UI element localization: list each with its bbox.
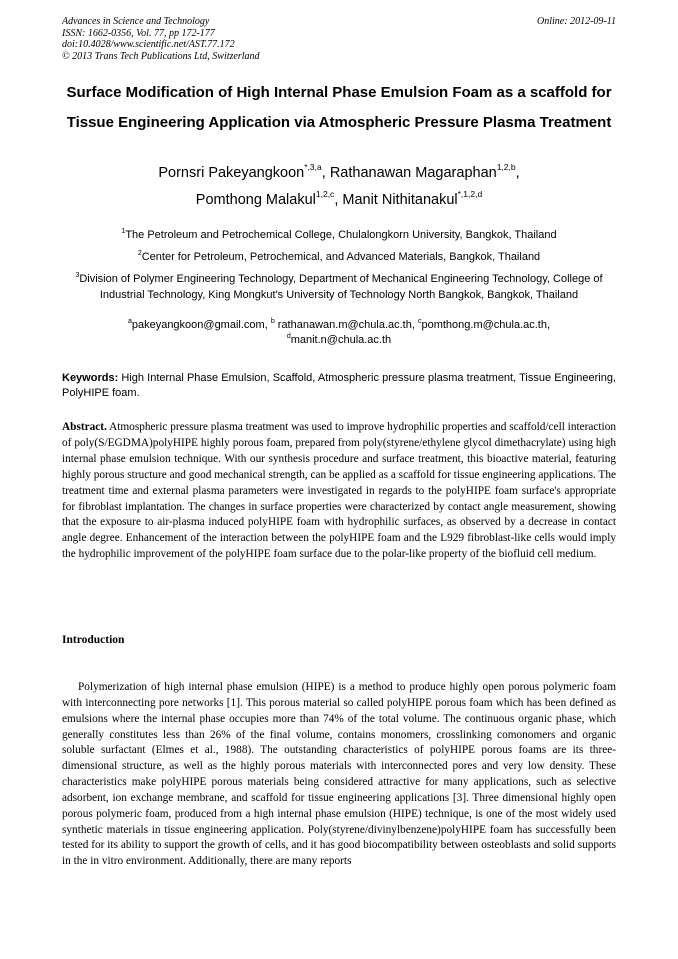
abstract — [62, 420, 616, 563]
affiliation-superscript: 2 — [137, 250, 142, 257]
keywords-label: Keywords: — [62, 372, 119, 384]
online-date: Online: 2012-09-11 — [537, 16, 616, 27]
introduction-paragraph: Polymerization of high internal phase emulsion (HIPE) is a method to produce highly open porous polymeric foam with interconnecting pore networks [1]. This porous material so called polyHIPE porous foam which has been defined as emulsions where the internal phase occupies more than 74% of the total volume. The continuous organic phase, which generally constitutes less than 26% of the final volume, contains monomers, crosslinking comonomers and organic soluble surfactant (Elmes et al., 1988). The outstanding characteristics of polyHIPE porous foams are its three-dimensional structure, as well as the highly porous materials with interconnected pores and very low density. These characteristics make polyHIPE porous materials being considered attractive for many applications, such as selective adsorbent, ion exchange membrane, and scaffold for tissue engineering applications [3]. Three dimensional highly open porous polymeric foam, produced from a high internal phase emulsion (HIPE) technique, is one of the most widely used synthetic materials in tissue engineering application. Poly(styrene/divinylbenzene)polyHIPE foam has successfully been tested for its ability to support the growth of cells, and it has good biocompatibility between osteoblasts and solid supports in the in vitro environment. Additionally, there are many reports — [62, 681, 616, 868]
doi-line: doi:10.4028/www.scientific.net/AST.77.172 — [62, 39, 235, 50]
email-link[interactable]: pomthong.m@chula.ac.th, — [421, 319, 551, 331]
author-superscript: *,1,2,d — [457, 189, 483, 199]
affiliation-3 — [62, 271, 616, 303]
affiliation-superscript: 3 — [75, 272, 80, 279]
author-name: Pomthong Malakul — [195, 192, 316, 208]
author-superscript: 1,2,b — [496, 162, 516, 172]
keywords — [62, 371, 616, 401]
issn-line: ISSN: 1662-0356, Vol. 77, pp 172-177 — [62, 27, 215, 39]
journal-header — [62, 16, 260, 62]
email-list — [62, 318, 616, 348]
journal-name: Advances in Science and Technology — [62, 16, 210, 27]
email-superscript: c — [417, 318, 422, 325]
affiliation-text: The Petroleum and Petrochemical College, Chulalongkorn University, Bangkok, Thailand — [125, 229, 557, 241]
keywords-text: High Internal Phase Emulsion, Scaffold, Atmospheric pressure plasma treatment, Tissue Engineering, PolyHIPE foam. — [62, 372, 616, 399]
affiliation-text: Division of Polymer Engineering Technology, Department of Mechanical Engineering Technology, College of Industrial Technology, King Mongkut's University of Technology North Bangkok, Bangkok, Thailand — [79, 273, 603, 301]
abstract-label: Abstract. — [62, 421, 107, 433]
paper-title: Surface Modification of High Internal Phase Emulsion Foam as a scaffold for Tissue Engineering Application via Atmospheric Pressure Plasma Treatment — [66, 84, 612, 131]
abstract-text: Atmospheric pressure plasma treatment was used to improve hydrophilic properties and scaffold/cell interaction of poly(S/EGDMA)polyHIPE highly porous foam, prepared from poly(styrene/ethylene glycol dimethacrylate) using high internal phase emulsion technique. With our synthesis procedure and surface treatment, this bioactive material, featuring highly porous structure and good mechanical strength, can be applied as a scaffold for tissue engineering applications. The treatment time and external plasma parameters were investigated in regards to the polyHIPE foam surface's appropriate for fibroblast implantation. The changes in surface properties were characterized by contact angle measurement, showing that the exposure to air-plasma induced polyHIPE foam with hydrophilic surfaces, as observed by a decrease in contact angle degree. Enhancement of the interaction between the polyHIPE foam and the L929 fibroblast-like cells would imply the hydrophilic improvement of the polyHIPE foam surface due to the polar-like property of the biofluid cell medium. — [62, 421, 616, 561]
section-heading-introduction: Introduction — [62, 634, 125, 646]
author-name: Manit Nithitanakul — [342, 192, 458, 208]
email-link[interactable]: rathanawan.m@chula.ac.th, — [274, 319, 418, 331]
email-link[interactable]: pakeyangkoon@gmail.com, — [131, 319, 271, 331]
author-name: Pornsri Pakeyangkoon — [158, 165, 305, 181]
affiliation-1 — [62, 227, 616, 243]
author-superscript: 1,2,c — [315, 189, 335, 199]
author-list: Pornsri Pakeyangkoon$^{*,3,a}$, Rathanawan Magaraphan$^{1,2,b}$, Pomthong Malakul$^{1,2,c}$, Manit Nithitanakul$^{*,1,2,d}$ — [158, 162, 520, 208]
affiliations — [62, 227, 616, 309]
email-superscript: b — [270, 318, 275, 325]
email-link[interactable]: manit.n@chula.ac.th — [290, 334, 392, 346]
affiliation-text: Center for Petroleum, Petrochemical, and Advanced Materials, Bangkok, Thailand — [141, 251, 541, 263]
email-superscript: a — [127, 318, 132, 325]
email-superscript: d — [286, 333, 291, 340]
affiliation-2 — [62, 249, 616, 265]
author-superscript: *,3,a — [304, 162, 322, 172]
copyright-line: © 2013 Trans Tech Publications Ltd, Switzerland — [62, 50, 260, 62]
author-name: Rathanawan Magaraphan — [329, 165, 497, 181]
affiliation-superscript: 1 — [121, 228, 126, 235]
